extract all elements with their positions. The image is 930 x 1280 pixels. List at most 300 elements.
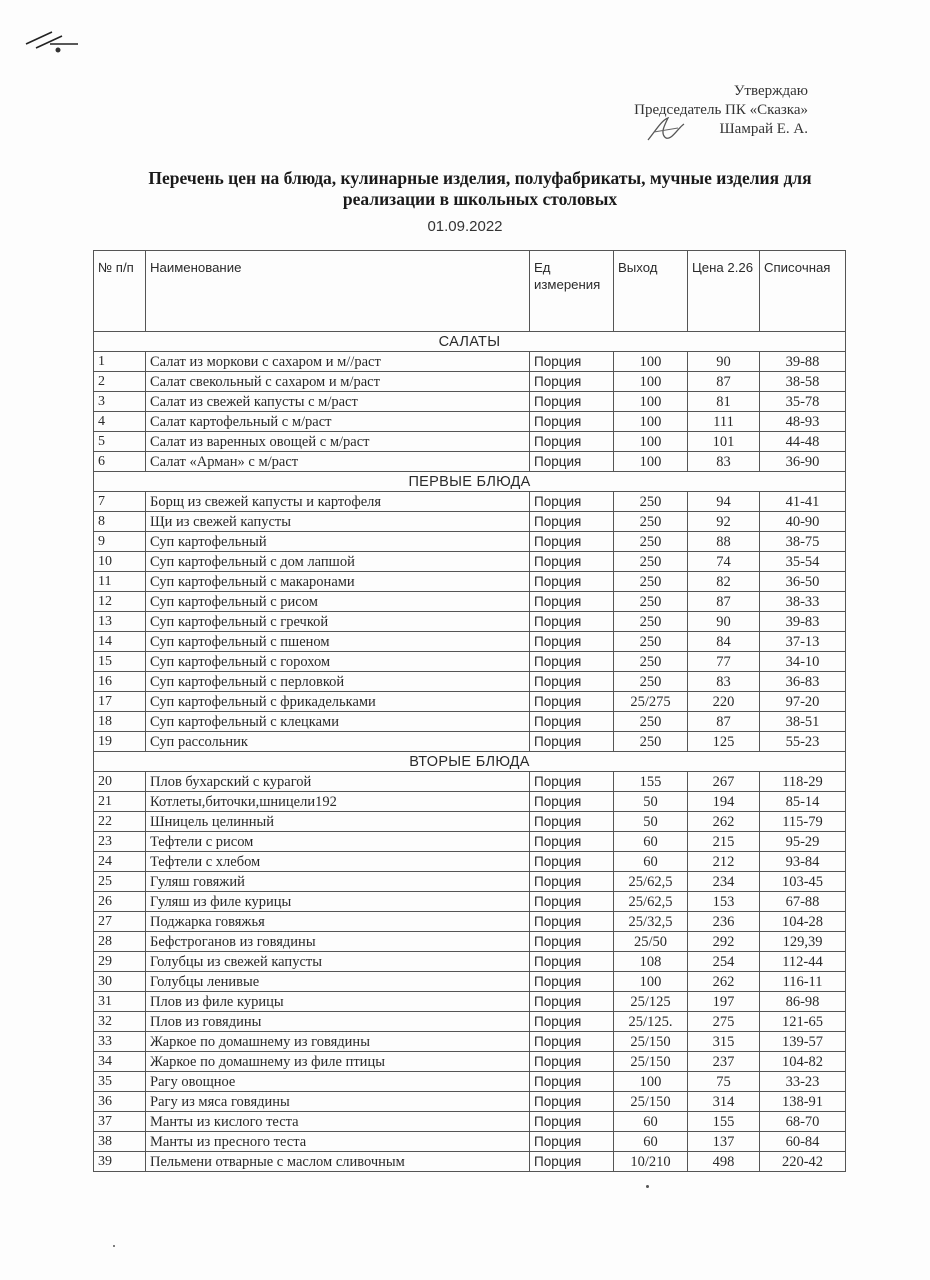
yield-cell: 10/210 (614, 1152, 688, 1172)
writeoff-cell: 85-14 (760, 792, 846, 812)
yield-cell: 60 (614, 852, 688, 872)
table-row (94, 352, 846, 372)
yield-cell: 100 (614, 412, 688, 432)
unit-cell: Порция (530, 832, 614, 852)
writeoff-cell: 220-42 (760, 1152, 846, 1172)
unit-cell: Порция (530, 372, 614, 392)
price-cell: 153 (688, 892, 760, 912)
price-cell: 315 (688, 1032, 760, 1052)
table-row (94, 972, 846, 992)
dish-name: Салат «Арман» с м/раст (146, 452, 530, 472)
unit-cell: Порция (530, 1152, 614, 1172)
writeoff-cell: 121-65 (760, 1012, 846, 1032)
dish-name: Плов бухарский с курагой (146, 772, 530, 792)
row-number: 3 (94, 392, 146, 412)
table-row (94, 572, 846, 592)
price-cell: 498 (688, 1152, 760, 1172)
yield-cell: 60 (614, 1132, 688, 1152)
unit-cell: Порция (530, 972, 614, 992)
table-row (94, 392, 846, 412)
price-cell: 90 (688, 352, 760, 372)
writeoff-cell: 139-57 (760, 1032, 846, 1052)
section-row (94, 752, 846, 772)
writeoff-cell: 68-70 (760, 1112, 846, 1132)
price-cell: 314 (688, 1092, 760, 1112)
table-row (94, 1112, 846, 1132)
table-row (94, 452, 846, 472)
yield-cell: 25/62,5 (614, 892, 688, 912)
row-number: 22 (94, 812, 146, 832)
unit-cell: Порция (530, 592, 614, 612)
writeoff-cell: 138-91 (760, 1092, 846, 1112)
dish-name: Бефстроганов из говядины (146, 932, 530, 952)
dish-name: Суп картофельный с дом лапшой (146, 552, 530, 572)
row-number: 38 (94, 1132, 146, 1152)
writeoff-cell: 38-75 (760, 532, 846, 552)
row-number: 19 (94, 732, 146, 752)
yield-cell: 250 (614, 652, 688, 672)
table-row (94, 1052, 846, 1072)
unit-cell: Порция (530, 432, 614, 452)
yield-cell: 25/125 (614, 992, 688, 1012)
yield-cell: 50 (614, 792, 688, 812)
row-number: 5 (94, 432, 146, 452)
price-cell: 155 (688, 1112, 760, 1132)
dish-name: Суп картофельный (146, 532, 530, 552)
writeoff-cell: 36-90 (760, 452, 846, 472)
price-cell: 267 (688, 772, 760, 792)
dish-name: Суп картофельный с макаронами (146, 572, 530, 592)
header-number: № п/п (94, 251, 146, 332)
unit-cell: Порция (530, 692, 614, 712)
unit-cell: Порция (530, 612, 614, 632)
table-row (94, 992, 846, 1012)
unit-cell: Порция (530, 952, 614, 972)
yield-cell: 25/32,5 (614, 912, 688, 932)
writeoff-cell: 39-88 (760, 352, 846, 372)
handwritten-signature (644, 114, 690, 144)
writeoff-cell: 103-45 (760, 872, 846, 892)
dish-name: Тефтели с рисом (146, 832, 530, 852)
writeoff-cell: 115-79 (760, 812, 846, 832)
row-number: 29 (94, 952, 146, 972)
dish-name: Жаркое по домашнему из говядины (146, 1032, 530, 1052)
price-cell: 237 (688, 1052, 760, 1072)
price-cell: 88 (688, 532, 760, 552)
table-row (94, 592, 846, 612)
row-number: 39 (94, 1152, 146, 1172)
header-writeoff: Списочная (760, 251, 846, 332)
yield-cell: 25/50 (614, 932, 688, 952)
price-cell: 83 (688, 452, 760, 472)
dish-name: Салат из моркови с сахаром и м//раст (146, 352, 530, 372)
unit-cell: Порция (530, 1092, 614, 1112)
dish-name: Суп картофельный с перловкой (146, 672, 530, 692)
price-table (93, 250, 846, 1172)
dish-name: Суп картофельный с клецками (146, 712, 530, 732)
yield-cell: 250 (614, 552, 688, 572)
approval-line-signature (634, 120, 808, 139)
price-cell: 236 (688, 912, 760, 932)
unit-cell: Порция (530, 1052, 614, 1072)
dish-name: Голубцы ленивые (146, 972, 530, 992)
section-title: ПЕРВЫЕ БЛЮДА (94, 472, 846, 492)
row-number: 23 (94, 832, 146, 852)
table-row (94, 1132, 846, 1152)
row-number: 34 (94, 1052, 146, 1072)
dish-name: Гуляш из филе курицы (146, 892, 530, 912)
price-cell: 82 (688, 572, 760, 592)
unit-cell: Порция (530, 1012, 614, 1032)
writeoff-cell: 39-83 (760, 612, 846, 632)
price-cell: 83 (688, 672, 760, 692)
price-cell: 111 (688, 412, 760, 432)
row-number: 14 (94, 632, 146, 652)
row-number: 10 (94, 552, 146, 572)
writeoff-cell: 35-54 (760, 552, 846, 572)
unit-cell: Порция (530, 852, 614, 872)
table-row (94, 932, 846, 952)
writeoff-cell: 118-29 (760, 772, 846, 792)
writeoff-cell: 116-11 (760, 972, 846, 992)
price-cell: 77 (688, 652, 760, 672)
price-cell: 262 (688, 972, 760, 992)
yield-cell: 50 (614, 812, 688, 832)
price-cell: 90 (688, 612, 760, 632)
yield-cell: 250 (614, 732, 688, 752)
yield-cell: 250 (614, 512, 688, 532)
row-number: 25 (94, 872, 146, 892)
header-name: Наименование (146, 251, 530, 332)
unit-cell: Порция (530, 632, 614, 652)
unit-cell: Порция (530, 732, 614, 752)
dish-name: Салат из варенных овощей с м/раст (146, 432, 530, 452)
writeoff-cell: 37-13 (760, 632, 846, 652)
row-number: 21 (94, 792, 146, 812)
table-row (94, 432, 846, 452)
dish-name: Котлеты,биточки,шницели192 (146, 792, 530, 812)
price-cell: 220 (688, 692, 760, 712)
unit-cell: Порция (530, 492, 614, 512)
header-yield: Выход (614, 251, 688, 332)
row-number: 24 (94, 852, 146, 872)
yield-cell: 155 (614, 772, 688, 792)
unit-cell: Порция (530, 652, 614, 672)
unit-cell: Порция (530, 992, 614, 1012)
writeoff-cell: 48-93 (760, 412, 846, 432)
table-row (94, 372, 846, 392)
header-price: Цена 2.26 (688, 251, 760, 332)
table-row (94, 492, 846, 512)
writeoff-cell: 34-10 (760, 652, 846, 672)
yield-cell: 250 (614, 592, 688, 612)
price-cell: 74 (688, 552, 760, 572)
table-row (94, 832, 846, 852)
unit-cell: Порция (530, 392, 614, 412)
unit-cell: Порция (530, 892, 614, 912)
yield-cell: 25/62,5 (614, 872, 688, 892)
table-row (94, 1152, 846, 1172)
yield-cell: 250 (614, 672, 688, 692)
dish-name: Рагу овощное (146, 1072, 530, 1092)
unit-cell: Порция (530, 1072, 614, 1092)
yield-cell: 25/150 (614, 1052, 688, 1072)
price-cell: 275 (688, 1012, 760, 1032)
writeoff-cell: 35-78 (760, 392, 846, 412)
yield-cell: 100 (614, 352, 688, 372)
price-cell: 197 (688, 992, 760, 1012)
yield-cell: 250 (614, 532, 688, 552)
yield-cell: 250 (614, 492, 688, 512)
row-number: 9 (94, 532, 146, 552)
dish-name: Щи из свежей капусты (146, 512, 530, 532)
yield-cell: 250 (614, 632, 688, 652)
table-row (94, 772, 846, 792)
table-row (94, 872, 846, 892)
dish-name: Поджарка говяжья (146, 912, 530, 932)
unit-cell: Порция (530, 932, 614, 952)
writeoff-cell: 93-84 (760, 852, 846, 872)
price-cell: 137 (688, 1132, 760, 1152)
scan-speck (113, 1245, 115, 1247)
header-unit: Ед измерения (530, 251, 614, 332)
writeoff-cell: 41-41 (760, 492, 846, 512)
writeoff-cell: 104-82 (760, 1052, 846, 1072)
row-number: 18 (94, 712, 146, 732)
price-cell: 94 (688, 492, 760, 512)
document-title: Перечень цен на блюда, кулинарные изделия, полуфабрикаты, мучные изделия для реализации в школьных столовых (148, 168, 812, 209)
row-number: 33 (94, 1032, 146, 1052)
writeoff-cell: 104-28 (760, 912, 846, 932)
yield-cell: 25/275 (614, 692, 688, 712)
row-number: 7 (94, 492, 146, 512)
table-row (94, 852, 846, 872)
price-cell: 125 (688, 732, 760, 752)
yield-cell: 60 (614, 1112, 688, 1132)
row-number: 35 (94, 1072, 146, 1092)
dish-name: Суп картофельный с рисом (146, 592, 530, 612)
dish-name: Голубцы из свежей капусты (146, 952, 530, 972)
unit-cell: Порция (530, 1132, 614, 1152)
section-title: ВТОРЫЕ БЛЮДА (94, 752, 846, 772)
row-number: 13 (94, 612, 146, 632)
approval-signer-name: Шамрай Е. А. (719, 121, 808, 137)
yield-cell: 100 (614, 1072, 688, 1092)
row-number: 27 (94, 912, 146, 932)
section-title: САЛАТЫ (94, 332, 846, 352)
unit-cell: Порция (530, 1032, 614, 1052)
price-cell: 87 (688, 372, 760, 392)
yield-cell: 60 (614, 832, 688, 852)
price-cell: 234 (688, 872, 760, 892)
approval-line-position: Председатель ПК «Сказка» (634, 102, 808, 118)
writeoff-cell: 33-23 (760, 1072, 846, 1092)
section-row (94, 332, 846, 352)
table-row (94, 672, 846, 692)
unit-cell: Порция (530, 772, 614, 792)
writeoff-cell: 60-84 (760, 1132, 846, 1152)
yield-cell: 100 (614, 432, 688, 452)
dish-name: Манты из кислого теста (146, 1112, 530, 1132)
price-cell: 84 (688, 632, 760, 652)
corner-pen-mark (22, 22, 82, 62)
row-number: 16 (94, 672, 146, 692)
unit-cell: Порция (530, 452, 614, 472)
price-cell: 215 (688, 832, 760, 852)
row-number: 17 (94, 692, 146, 712)
row-number: 31 (94, 992, 146, 1012)
dish-name: Манты из пресного теста (146, 1132, 530, 1152)
table-row (94, 552, 846, 572)
row-number: 4 (94, 412, 146, 432)
unit-cell: Порция (530, 512, 614, 532)
row-number: 6 (94, 452, 146, 472)
price-cell: 212 (688, 852, 760, 872)
table-row (94, 912, 846, 932)
row-number: 30 (94, 972, 146, 992)
writeoff-cell: 67-88 (760, 892, 846, 912)
yield-cell: 250 (614, 612, 688, 632)
dish-name: Суп картофельный с пшеном (146, 632, 530, 652)
scan-speck (646, 1185, 649, 1188)
writeoff-cell: 38-33 (760, 592, 846, 612)
table-row (94, 712, 846, 732)
row-number: 37 (94, 1112, 146, 1132)
dish-name: Пельмени отварные с маслом сливочным (146, 1152, 530, 1172)
dish-name: Тефтели с хлебом (146, 852, 530, 872)
writeoff-cell: 40-90 (760, 512, 846, 532)
yield-cell: 25/150 (614, 1092, 688, 1112)
yield-cell: 100 (614, 372, 688, 392)
dish-name: Салат из свежей капусты с м/раст (146, 392, 530, 412)
writeoff-cell: 112-44 (760, 952, 846, 972)
yield-cell: 250 (614, 712, 688, 732)
table-row (94, 512, 846, 532)
price-cell: 87 (688, 592, 760, 612)
writeoff-cell: 55-23 (760, 732, 846, 752)
row-number: 1 (94, 352, 146, 372)
table-row (94, 612, 846, 632)
yield-cell: 25/150 (614, 1032, 688, 1052)
dish-name: Жаркое по домашнему из филе птицы (146, 1052, 530, 1072)
dish-name: Борщ из свежей капусты и картофеля (146, 492, 530, 512)
price-table-body (94, 332, 846, 1172)
dish-name: Рагу из мяса говядины (146, 1092, 530, 1112)
row-number: 36 (94, 1092, 146, 1112)
unit-cell: Порция (530, 912, 614, 932)
dish-name: Салат свекольный с сахаром и м/раст (146, 372, 530, 392)
yield-cell: 100 (614, 392, 688, 412)
section-row (94, 472, 846, 492)
writeoff-cell: 38-51 (760, 712, 846, 732)
price-cell: 75 (688, 1072, 760, 1092)
dish-name: Суп картофельный с фрикадельками (146, 692, 530, 712)
row-number: 8 (94, 512, 146, 532)
dish-name: Суп картофельный с гречкой (146, 612, 530, 632)
unit-cell: Порция (530, 712, 614, 732)
dish-name: Суп рассольник (146, 732, 530, 752)
table-row (94, 652, 846, 672)
price-cell: 87 (688, 712, 760, 732)
table-row (94, 632, 846, 652)
table-row (94, 812, 846, 832)
unit-cell: Порция (530, 352, 614, 372)
writeoff-cell: 95-29 (760, 832, 846, 852)
table-row (94, 692, 846, 712)
header-row (94, 251, 846, 332)
price-cell: 92 (688, 512, 760, 532)
yield-cell: 100 (614, 452, 688, 472)
unit-cell: Порция (530, 812, 614, 832)
table-row (94, 532, 846, 552)
table-row (94, 1092, 846, 1112)
row-number: 32 (94, 1012, 146, 1032)
table-row (94, 892, 846, 912)
yield-cell: 25/125. (614, 1012, 688, 1032)
price-cell: 262 (688, 812, 760, 832)
writeoff-cell: 36-83 (760, 672, 846, 692)
yield-cell: 100 (614, 972, 688, 992)
row-number: 28 (94, 932, 146, 952)
dish-name: Салат картофельный с м/раст (146, 412, 530, 432)
table-row (94, 1012, 846, 1032)
price-cell: 254 (688, 952, 760, 972)
dish-name: Гуляш говяжий (146, 872, 530, 892)
row-number: 2 (94, 372, 146, 392)
price-cell: 194 (688, 792, 760, 812)
yield-cell: 108 (614, 952, 688, 972)
unit-cell: Порция (530, 532, 614, 552)
price-cell: 101 (688, 432, 760, 452)
price-cell: 292 (688, 932, 760, 952)
row-number: 12 (94, 592, 146, 612)
price-cell: 81 (688, 392, 760, 412)
table-row (94, 792, 846, 812)
row-number: 15 (94, 652, 146, 672)
table-row (94, 732, 846, 752)
writeoff-cell: 44-48 (760, 432, 846, 452)
unit-cell: Порция (530, 552, 614, 572)
row-number: 26 (94, 892, 146, 912)
dish-name: Плов из говядины (146, 1012, 530, 1032)
table-row (94, 952, 846, 972)
row-number: 20 (94, 772, 146, 792)
unit-cell: Порция (530, 412, 614, 432)
writeoff-cell: 86-98 (760, 992, 846, 1012)
unit-cell: Порция (530, 572, 614, 592)
row-number: 11 (94, 572, 146, 592)
writeoff-cell: 38-58 (760, 372, 846, 392)
table-row (94, 412, 846, 432)
price-table-header (94, 251, 846, 332)
document-date: 01.09.2022 (427, 218, 503, 235)
writeoff-cell: 36-50 (760, 572, 846, 592)
approval-line-approve: Утверждаю (733, 83, 808, 99)
dish-name: Плов из филе курицы (146, 992, 530, 1012)
dish-name: Суп картофельный с горохом (146, 652, 530, 672)
yield-cell: 250 (614, 572, 688, 592)
dish-name: Шницель целинный (146, 812, 530, 832)
table-row (94, 1072, 846, 1092)
writeoff-cell: 97-20 (760, 692, 846, 712)
unit-cell: Порция (530, 672, 614, 692)
approval-block (634, 82, 808, 139)
table-row (94, 1032, 846, 1052)
writeoff-cell: 129,39 (760, 932, 846, 952)
unit-cell: Порция (530, 1112, 614, 1132)
unit-cell: Порция (530, 872, 614, 892)
unit-cell: Порция (530, 792, 614, 812)
